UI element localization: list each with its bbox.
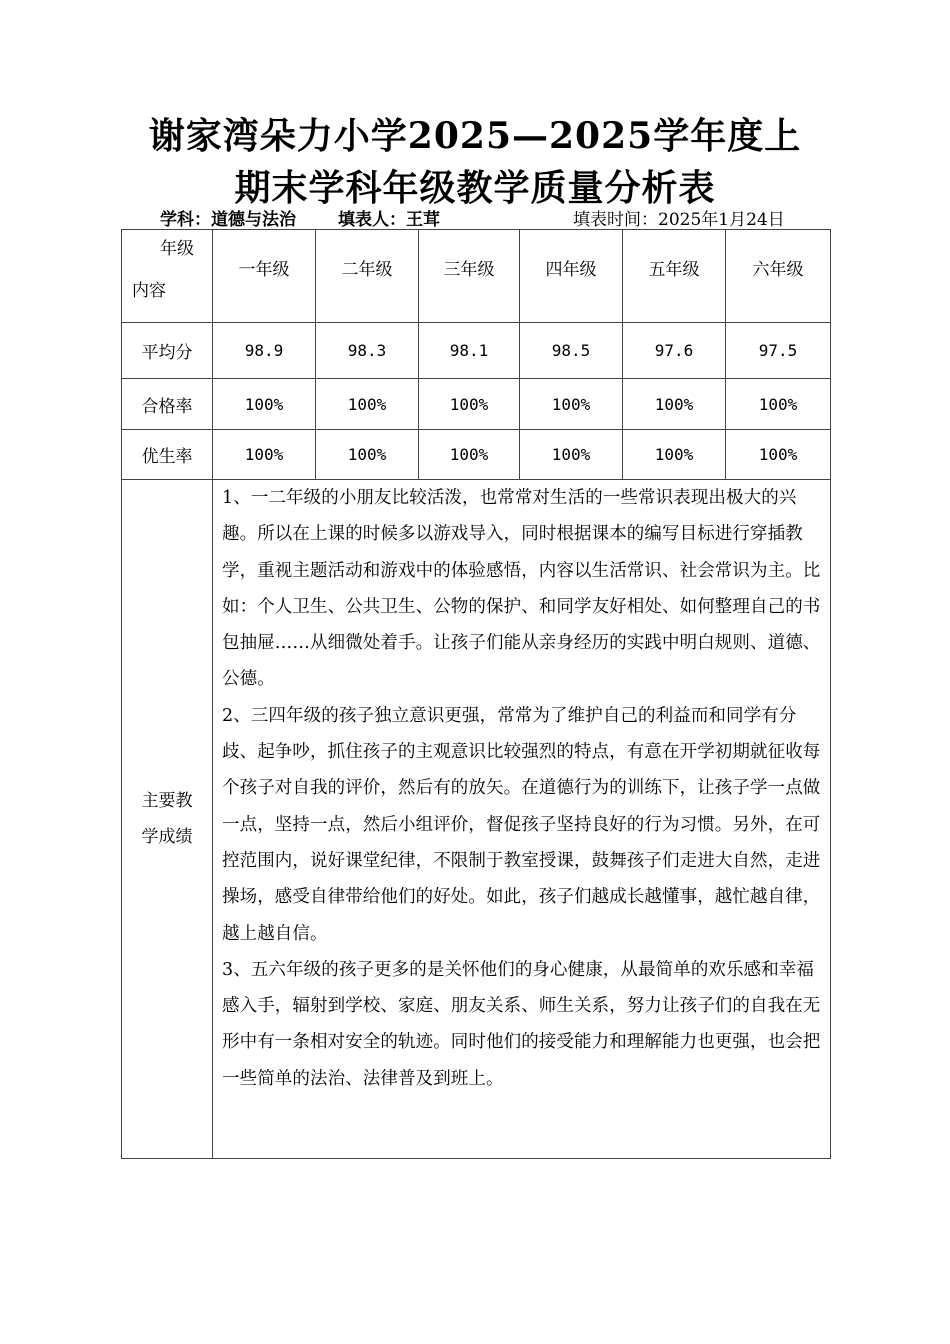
table-cell: 98.3 (316, 323, 419, 379)
fill-date-field: 填表时间：2025年1月24日 (573, 210, 785, 230)
table-cell: 100% (419, 379, 520, 430)
table-cell: 100% (623, 379, 726, 430)
table-row-pass-rate (122, 379, 831, 430)
subject-field: 学科：道德与法治 (160, 210, 296, 230)
table-cell: 98.5 (520, 323, 623, 379)
table-cell: 100% (316, 379, 419, 430)
table-cell: 98.9 (213, 323, 316, 379)
table-cell: 100% (726, 379, 831, 430)
table-row-excellent-rate (122, 430, 831, 480)
corner-cell (122, 230, 213, 323)
table-cell: 100% (316, 430, 419, 480)
paragraph: 3、五六年级的孩子更多的是关怀他们的身心健康，从最简单的欢乐感和幸福感入手，辐射到学校、家庭、朋友关系、师生关系，努力让孩子们的自我在无形中有一条相对安全的轨迹。同时他们的接受能力和理解能力也更强，也会把一些简单的法治、法律普及到班上。 (222, 959, 821, 1089)
paragraph: 2、三四年级的孩子独立意识更强，常常为了维护自己的利益而和同学有分歧、起争吵，抓住孩子的主观意识比较强烈的特点，有意在开学初期就征收每个孩子对自我的评价，然后有的放矢。在道德行为的训练下，让孩子学一点做一点，坚持一点，然后小组评价，督促孩子坚持良好的行为习惯。另外，在可控范围内，说好课堂纪律，不限制于教室授课，鼓舞孩子们走进大自然，走进操场，感受自律带给他们的好处。如此，孩子们越成长越懂事，越忙越自律，越上越自信。 (222, 705, 821, 944)
grade-header: 三年级 (419, 230, 520, 323)
table-cell: 100% (213, 379, 316, 430)
analysis-table (121, 229, 831, 1159)
paragraph: 1、一二年级的小朋友比较活泼，也常常对生活的一些常识表现出极大的兴趣。所以在上课的时候多以游戏导入，同时根据课本的编写目标进行穿插教学，重视主题活动和游戏中的体验感悟，内容以生活常识、社会常识为主。比如：个人卫生、公共卫生、公物的保护、和同学友好相处、如何整理自己的书包抽屉……从细微处着手。让孩子们能从亲身经历的实践中明白规则、道德、公德。 (222, 488, 821, 690)
row-label: 优生率 (122, 430, 213, 480)
grade-header: 一年级 (213, 230, 316, 323)
table-cell: 100% (623, 430, 726, 480)
table-cell: 98.1 (419, 323, 520, 379)
table-cell: 100% (520, 379, 623, 430)
table-row-achievements (122, 480, 831, 1159)
table-cell: 100% (419, 430, 520, 480)
achievement-label-line2: 学成绩 (141, 827, 193, 847)
table-cell: 97.5 (726, 323, 831, 379)
table-row-average (122, 323, 831, 379)
grade-header: 二年级 (316, 230, 419, 323)
grade-header: 四年级 (520, 230, 623, 323)
table-cell: 100% (520, 430, 623, 480)
row-label: 合格率 (122, 379, 213, 430)
header-row (122, 230, 831, 323)
grade-header: 六年级 (726, 230, 831, 323)
corner-label-content: 内容 (132, 281, 166, 301)
form-meta (160, 205, 830, 229)
grade-header: 五年级 (623, 230, 726, 323)
corner-label-grade: 年级 (160, 239, 194, 259)
achievement-content (213, 480, 831, 1159)
row-label: 平均分 (122, 323, 213, 379)
document-title-line2: 期末学科年级教学质量分析表 (234, 167, 716, 209)
achievement-label-line1: 主要教 (141, 791, 193, 811)
document-title-line1: 谢家湾朵力小学2025—2025学年度上 (148, 115, 802, 157)
table-cell: 97.6 (623, 323, 726, 379)
achievement-label (122, 480, 213, 1159)
table-cell: 100% (726, 430, 831, 480)
table-cell: 100% (213, 430, 316, 480)
filler-field: 填表人：王茸 (338, 210, 440, 230)
